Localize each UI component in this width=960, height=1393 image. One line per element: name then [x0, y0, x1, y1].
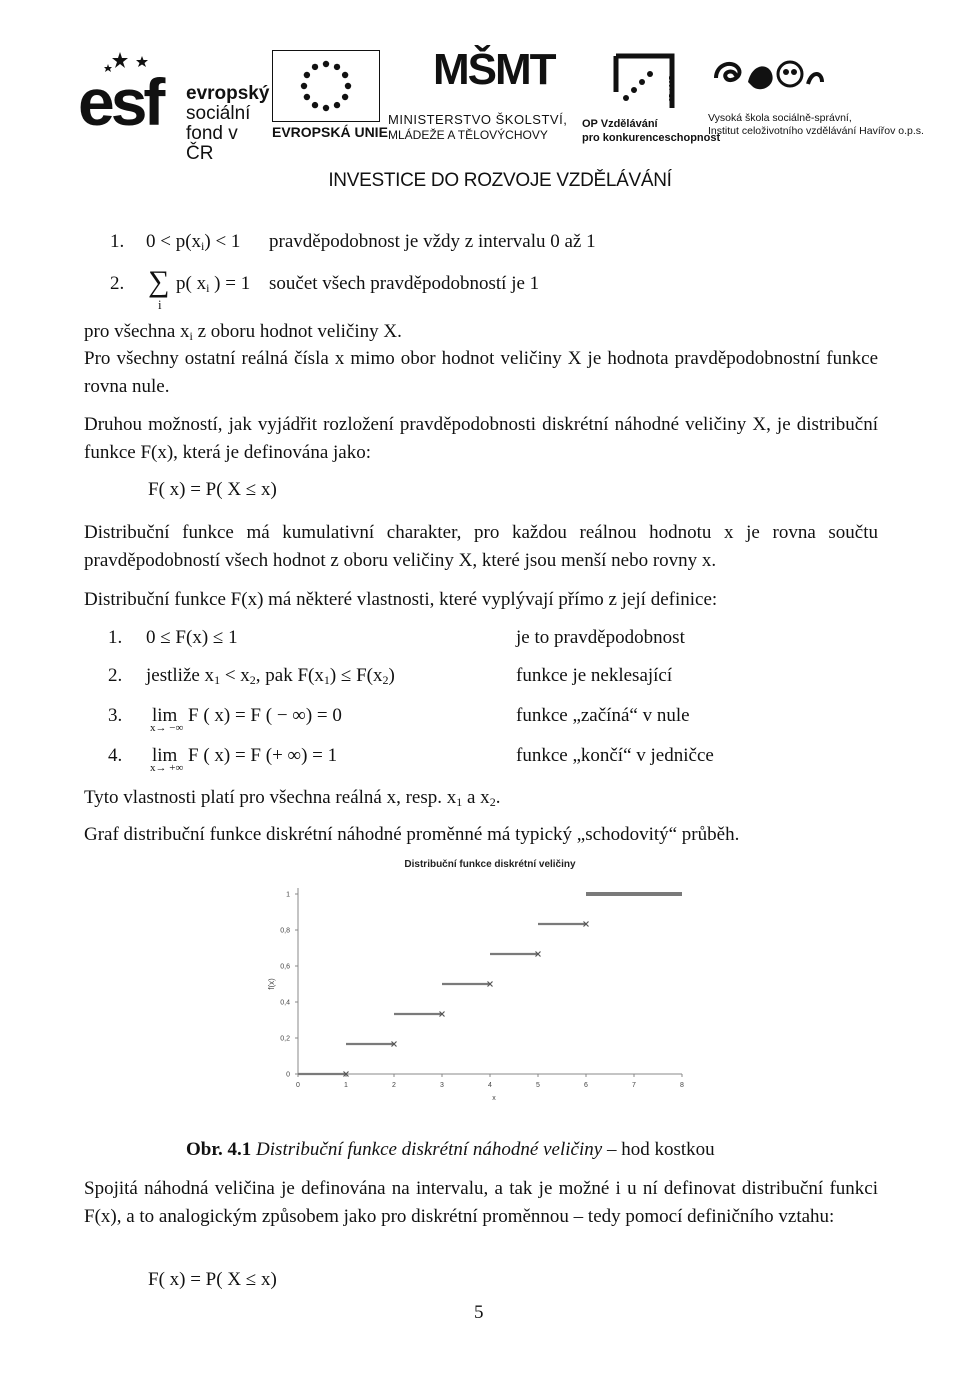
x-tick-label: 3	[440, 1082, 444, 1089]
x-tick-label: 0	[296, 1082, 300, 1089]
cdf-prop-1-expr: 0 ≤ F(x) ≤ 1	[146, 627, 238, 648]
esf-line2: sociální	[186, 103, 251, 124]
para-continuous: Spojitá náhodná veličina je definována na intervalu, a tak je možné i u ní definovat distribuční funkci F(x), a to analogickým způsobem jako pro diskrétní proměnnou – tedy pomocí definičního vztahu:	[84, 1178, 878, 1227]
cdf-prop-4-expr: F ( x) = F (+ ∞) = 1	[188, 745, 338, 766]
figure-label: Obr. 4.1	[186, 1139, 252, 1160]
para-distribution-def: Druhou možností, jak vyjádřit rozložení pravděpodobnosti diskrétní náhodné veličiny X, je distribuční funkce F(x), která je definována jako:	[84, 414, 878, 463]
cdf-prop-4-lim: lim	[152, 745, 178, 766]
prob-prop-1	[110, 228, 596, 256]
cdf-prop-2: 2. jestliže $x_1 < x_2$, pak $F(x_1) \le F(x_2)$ funkce je neklesající	[108, 662, 868, 690]
op-years: 2007-13	[667, 76, 674, 102]
formula-cdf-1: F( x) = P( X ≤ x)	[148, 479, 277, 500]
x-tick-label: 1	[344, 1082, 348, 1089]
para-cumulative: Distribuční funkce má kumulativní charakter, pro každou reálnou hodnotu x je rovna součtu pravděpodobností všech hodnot z oboru veličiny X, které jsou menší nebo rovny x.	[84, 522, 878, 571]
esf-logo	[78, 48, 270, 164]
cdf-prop-2-desc: funkce je neklesající	[516, 665, 673, 686]
cdf-prop-3-desc: funkce „začíná“ v nule	[516, 705, 690, 726]
figure-rest: hod kostkou	[621, 1139, 715, 1160]
cdf-prop-4: 4. lim x→ +∞ F ( x) = F (+ ∞) = 1 funkce „končí“ v jedničce	[108, 742, 868, 770]
x-tick-label: 5	[536, 1082, 540, 1089]
cdf-prop-2-expr: jestliže $x_1 < x_2$, pak $F(x_1) \le F(x_2)$	[146, 665, 395, 687]
para-other-values: Pro všechny ostatní reálná čísla x mimo obor hodnot veličiny X je hodnota pravděpodobnostní funkce rovna nule.	[84, 348, 878, 397]
slogan: INVESTICE DO ROZVOJE VZDĚLÁVÁNÍ	[328, 170, 672, 191]
prob-prop-2-num: 2.	[110, 273, 125, 294]
y-tick-label: 0,8	[280, 927, 290, 935]
msmt-logo	[388, 45, 578, 143]
y-tick-label: 0,6	[280, 963, 290, 971]
cdf-prop-1: 1. 0 ≤ F(x) ≤ 1 je to pravděpodobnost	[108, 624, 868, 652]
prob-prop-1-num: 1.	[110, 231, 125, 252]
x-tick-label: 6	[584, 1082, 588, 1089]
esf-line3: fond v ČR	[186, 123, 238, 164]
y-axis-label: f(x)	[267, 978, 276, 990]
page-number: 5	[474, 1302, 484, 1323]
prob-prop-2	[110, 265, 540, 312]
cdf-chart	[250, 852, 710, 1112]
para-properties-intro: Distribuční funkce F(x) má některé vlastnosti, které vyplývají přímo z její definice:	[84, 589, 718, 610]
school-emblem-icon	[708, 54, 828, 102]
x-tick-label: 2	[392, 1082, 396, 1089]
y-tick-label: 0,4	[280, 999, 290, 1007]
sigma-index: i	[158, 297, 162, 312]
prob-prop-2-formula: p( $x_i$ ) = 1	[176, 273, 251, 295]
eu-logo	[272, 50, 388, 142]
school-logo	[708, 54, 924, 144]
cdf-prop-3: 3. lim x→ −∞ F ( x) = F ( − ∞) = 0 funkce „začíná“ v nule	[108, 702, 868, 730]
cdf-chart-svg	[250, 852, 710, 1112]
school-line2: Institut celoživotního vzdělávání Havířov o.p.s.	[708, 125, 924, 137]
x-tick-label: 8	[680, 1082, 684, 1089]
x-tick-label: 4	[488, 1082, 492, 1089]
x-axis-label: x	[492, 1095, 496, 1102]
esf-mark: esf	[78, 65, 162, 139]
op-line1: OP Vzdělávání	[582, 118, 658, 130]
msmt-line2: MLÁDEŽE A TĚLOVÝCHOVY	[388, 128, 548, 142]
figure-caption	[186, 1136, 715, 1164]
cdf-prop-3-limsub: x→ −∞	[150, 722, 184, 734]
msmt-mark: MŠMT	[433, 45, 555, 94]
eu-caption: EVROPSKÁ UNIE	[272, 124, 388, 140]
figure-title: Distribuční funkce diskrétní náhodné veličiny	[256, 1139, 603, 1160]
figure-dash: –	[602, 1139, 622, 1160]
x-tick-label: 7	[632, 1082, 636, 1089]
cdf-prop-3-expr: F ( x) = F ( − ∞) = 0	[188, 705, 342, 726]
prob-prop-2-desc: součet všech pravděpodobností je 1	[269, 273, 540, 294]
op-line2: pro konkurenceschopnost	[582, 132, 721, 144]
esf-line1: evropský	[186, 83, 270, 104]
formula-cdf-2: F( x) = P( X ≤ x)	[148, 1269, 277, 1290]
para-step-graph: Graf distribuční funkce diskrétní náhodné proměnné má typický „schodovitý“ průběh.	[84, 824, 740, 845]
cdf-prop-3-lim: lim	[152, 705, 178, 726]
school-line1: Vysoká škola sociálně-správní,	[708, 112, 852, 124]
cdf-prop-4-limsub: x→ +∞	[150, 762, 184, 774]
cdf-prop-4-desc: funkce „končí“ v jedničce	[516, 745, 714, 766]
sigma-symbol: ∑	[148, 265, 170, 298]
y-tick-label: 0,2	[280, 1035, 290, 1043]
y-tick-label: 0	[286, 1071, 290, 1079]
prob-prop-1-formula: $0 < p(x_i) < 1$	[146, 231, 241, 253]
prob-prop-1-desc: pravděpodobnost je vždy z intervalu 0 až 1	[269, 231, 596, 252]
para-all-values: pro všechna $x_i$ z oboru hodnot veličiny X.	[84, 321, 402, 343]
chart-title: Distribuční funkce diskrétní veličiny	[404, 859, 576, 870]
y-tick-label: 1	[286, 891, 290, 899]
header-logos	[0, 0, 960, 200]
eu-flag-icon	[272, 50, 380, 122]
para-valid-for-all: Tyto vlastnosti platí pro všechna reálná x, resp. $x_1$ a $x_2$.	[84, 787, 501, 809]
msmt-line1: MINISTERSTVO ŠKOLSTVÍ,	[388, 112, 568, 127]
cdf-prop-1-desc: je to pravděpodobnost	[516, 627, 685, 648]
op-logo	[582, 52, 721, 144]
